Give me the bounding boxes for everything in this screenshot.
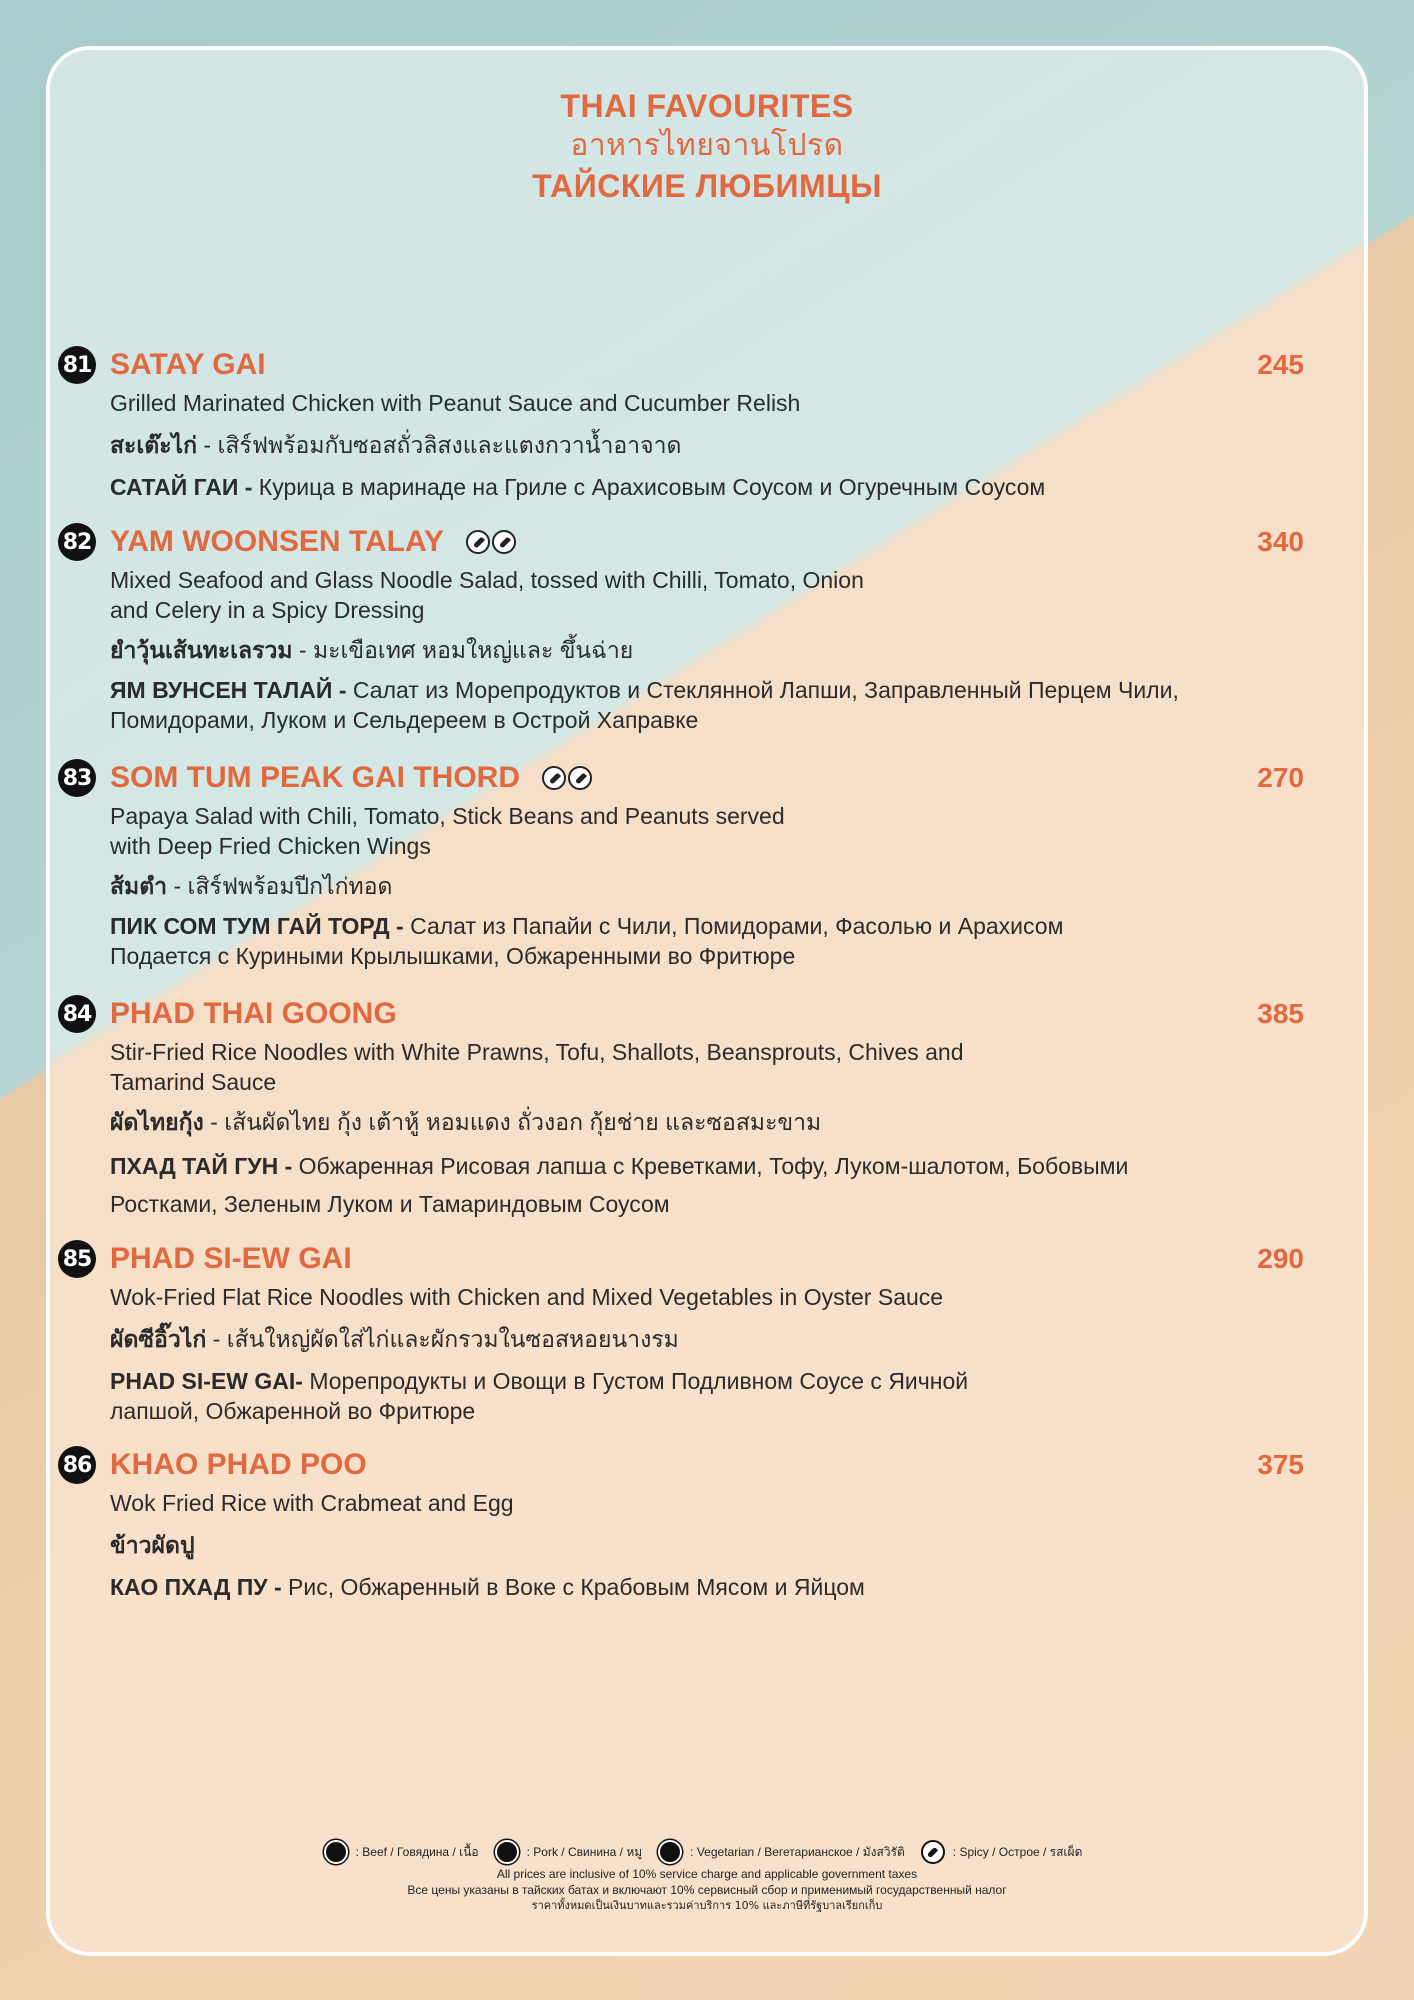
dish-price: 375: [1257, 1449, 1304, 1480]
russian-name: ПХАД ТАЙ ГУН -: [110, 1153, 293, 1179]
description-thai: [110, 635, 1244, 665]
thai-desc: - เสิร์ฟพร้อมกับซอสถั่วลิสงและแตงกวาน้ำอาจาด: [197, 432, 682, 458]
thai-name: ผัดซีอิ๊วไก่: [110, 1326, 207, 1352]
description-russian: [110, 911, 1144, 971]
dish-name-text: YAM WOONSEN TALAY: [110, 525, 444, 558]
russian-desc: Салат из Морепродуктов и Стеклянной Лапши, Заправленный Перцем Чили, Помидорами, Луком и Сельдереем в Острой Хаправке: [110, 677, 1179, 733]
thai-desc: - เส้นใหญ่ผัดใส่ไก่และผักรวมในซอสหอยนางรม: [206, 1326, 679, 1352]
dish-name-text: SOM TUM PEAK GAI THORD: [110, 761, 520, 794]
description-russian: [110, 472, 1244, 502]
spicy-icon: [466, 530, 490, 554]
title-english: THAI FAVOURITES: [560, 88, 854, 124]
dish-name: [110, 995, 397, 1033]
thai-desc: - เส้นผัดไทย กุ้ง เต้าหู้ หอมแดง ถั่วงอก กุ้ยช่าย และซอสมะขาม: [203, 1109, 822, 1135]
price-note-english: All prices are inclusive of 10% service charge and applicable government taxes: [496, 1867, 918, 1881]
dish-name-text: SATAY GAI: [110, 348, 266, 381]
price-note-thai: ราคาทั้งหมดเป็นเงินบาทและรวมค่าบริการ 10% และภาษีที่รัฐบาลเรียกเก็บ: [531, 1899, 883, 1912]
russian-name: САТАЙ ГАИ -: [110, 474, 253, 500]
russian-name: ЯМ ВУНСЕН ТАЛАЙ -: [110, 677, 347, 703]
legend-label-beef: : Beef / Говядина / เนื้อ: [355, 1845, 479, 1859]
thai-name: ส้มตำ: [110, 873, 168, 899]
dish-name-text: PHAD THAI GOONG: [110, 997, 397, 1030]
spicy-icon: [492, 530, 516, 554]
russian-name: КАО ПХАД ПУ -: [110, 1574, 282, 1600]
spicy-icon: [568, 766, 592, 790]
dish-price: 290: [1257, 1243, 1304, 1274]
russian-desc: Курица в маринаде на Гриле с Арахисовым Соусом и Огуречным Соусом: [252, 474, 1046, 500]
dish-name: [110, 346, 266, 384]
description-thai: [110, 871, 1244, 901]
item-number-badge: 83: [58, 759, 96, 797]
dish-name: [110, 759, 592, 797]
title-russian: ТАЙСКИЕ ЛЮБИМЦЫ: [532, 168, 882, 204]
pork-icon: [495, 1840, 519, 1864]
price-note-russian: Все цены указаны в тайских батах и включают 10% сервисный сбор и применимый государственный налог: [407, 1883, 1007, 1897]
dish-price: 385: [1257, 998, 1304, 1029]
dish-price: 270: [1257, 762, 1304, 793]
description-russian: [110, 1366, 974, 1426]
dish-price: 340: [1257, 526, 1304, 557]
dietary-legend: [50, 1840, 1364, 1864]
beef-icon: [324, 1840, 348, 1864]
description-english: Wok Fried Rice with Crabmeat and Egg: [110, 1490, 514, 1516]
item-number-badge: 81: [58, 346, 96, 384]
legend-label-spicy: : Spicy / Острое / รสเผ็ด: [952, 1845, 1083, 1859]
dish-price: 245: [1257, 349, 1304, 380]
thai-name: ผัดไทยกุ้ง: [110, 1109, 204, 1135]
item-number-badge: 82: [58, 523, 96, 561]
dish-name-text: KHAO PHAD POO: [110, 1448, 367, 1481]
spicy-icon: [542, 766, 566, 790]
dish-name: [110, 1446, 367, 1484]
legend-label-vegetarian: : Vegetarian / Вегетарианское / มังสวิรัติ: [690, 1845, 905, 1859]
description-english: Mixed Seafood and Glass Noodle Salad, tossed with Chilli, Tomato, Onion and Celery in a Spicy Dressing: [110, 567, 864, 623]
description-thai: [110, 1530, 1244, 1560]
item-number-badge: 86: [58, 1446, 96, 1484]
spicy-indicator: [466, 530, 516, 554]
description-english: Wok-Fried Flat Rice Noodles with Chicken and Mixed Vegetables in Oyster Sauce: [110, 1284, 944, 1310]
thai-name: ยำวุ้นเส้นทะเลรวม: [110, 637, 293, 663]
dish-name-text: PHAD SI-EW GAI: [110, 1242, 352, 1275]
russian-name: PHAD SI-EW GAI-: [110, 1368, 303, 1394]
item-number-badge: 84: [58, 995, 96, 1033]
vegetarian-icon: [658, 1840, 682, 1864]
russian-desc: Рис, Обжаренный в Воке с Крабовым Мясом и Яйцом: [281, 1574, 865, 1600]
russian-name: ПИК СОМ ТУМ ГАЙ ТОРД -: [110, 913, 404, 939]
description-thai: [110, 1324, 1244, 1354]
thai-name: สะเต๊ะไก่: [110, 432, 198, 458]
dish-name: [110, 1240, 352, 1278]
description-english: Stir-Fried Rice Noodles with White Prawns, Tofu, Shallots, Beansprouts, Chives and Tamarind Sauce: [110, 1039, 964, 1095]
dish-name: [110, 523, 516, 561]
spicy-indicator: [542, 766, 592, 790]
russian-desc: Обжаренная Рисовая лапша с Креветками, Тофу, Луком-шалотом, Бобовыми Ростками, Зеленым Луком и Тамариндовым Соусом: [110, 1153, 1129, 1217]
spicy-icon: [921, 1840, 945, 1864]
thai-desc: - เสิร์ฟพร้อมปีกไก่ทอด: [167, 873, 393, 899]
description-thai: [110, 1107, 1244, 1137]
description-russian: [110, 1572, 1244, 1602]
description-english: Grilled Marinated Chicken with Peanut Sauce and Cucumber Relish: [110, 390, 801, 416]
russian-desc: Морепродукты и Овощи в Густом Подливном Соусе с Яичной лапшой, Обжаренной во Фритюре: [110, 1368, 969, 1424]
description-english: Papaya Salad with Chili, Tomato, Stick Beans and Peanuts served with Deep Fried Chicken Wings: [110, 803, 785, 859]
description-russian: [110, 675, 1194, 735]
thai-desc: - มะเขือเทศ หอมใหญ่และ ขึ้นฉ่าย: [292, 637, 634, 663]
title-thai: อาหารไทยจานโปรด: [570, 128, 844, 163]
thai-name: ข้าวผัดปู: [110, 1532, 195, 1558]
menu-title: [50, 86, 1364, 206]
russian-desc: Салат из Папайи с Чили, Помидорами, Фасолью и Арахисом Подается с Куриными Крылышками, Обжаренными во Фритюре: [110, 913, 1064, 969]
legend-label-pork: : Pork / Свинина / หมู: [526, 1845, 643, 1859]
menu-footer: [50, 1840, 1364, 1914]
description-thai: [110, 430, 1244, 460]
item-number-badge: 85: [58, 1240, 96, 1278]
menu-card: [46, 46, 1368, 1956]
description-russian: [110, 1147, 1144, 1223]
